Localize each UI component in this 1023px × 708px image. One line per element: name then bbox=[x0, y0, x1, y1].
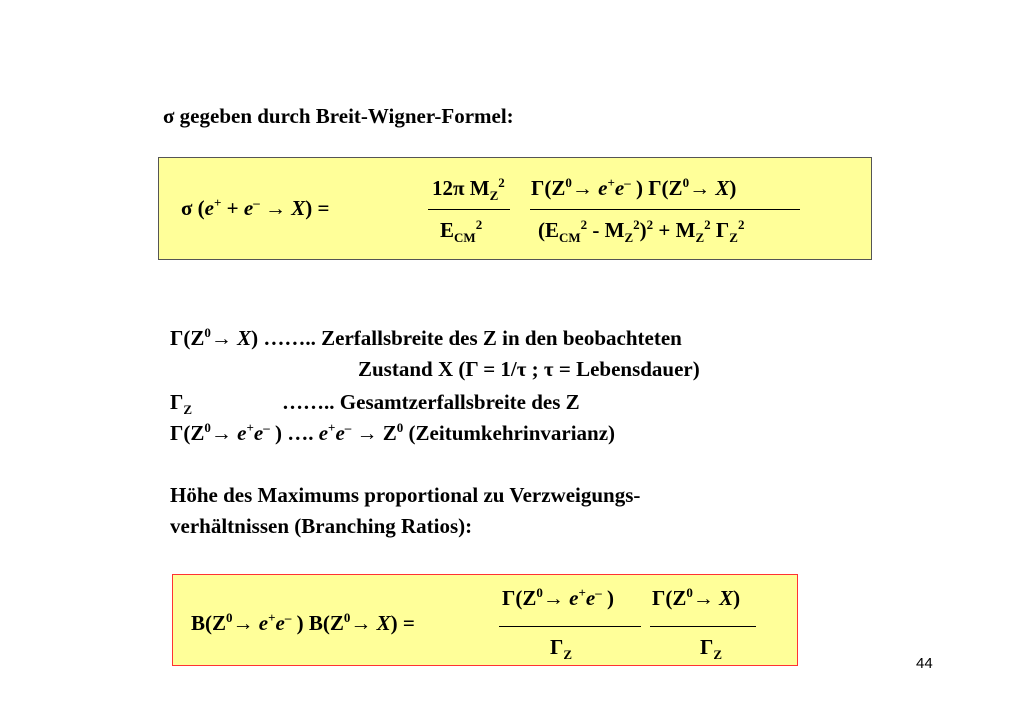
paragraph-line-1: Höhe des Maximums proportional zu Verzweigungs- bbox=[170, 483, 641, 507]
fraction1-numerator: 12π $M_Z^2$ bbox=[432, 175, 505, 203]
definition-partial-width: $\Gamma(Z^0\to X)$ …….. Zerfallsbreite des Z in den beobachteten bbox=[170, 325, 682, 350]
fraction2-bar bbox=[530, 209, 800, 210]
branching-fraction2-bar bbox=[650, 626, 756, 627]
branching-ratio-lhs: $B(Z^0\to e^+e^-$ ) $B(Z^0\to X)$ = bbox=[191, 610, 415, 635]
fraction2-numerator: $\Gamma(Z^0\to e^+e^-$ ) $\Gamma(Z^0\to X)$ bbox=[531, 175, 737, 200]
paragraph-line-2: verhältnissen (Branching Ratios): bbox=[170, 514, 473, 538]
branching-fraction1-denominator: $\Gamma_Z$ bbox=[550, 635, 573, 662]
fraction1-bar bbox=[428, 209, 510, 210]
branching-fraction2-denominator: $\Gamma_Z$ bbox=[700, 635, 723, 662]
branching-fraction1-bar bbox=[499, 626, 641, 627]
page-number: 44 bbox=[916, 655, 933, 672]
definition-total-width: $\Gamma_Z$ …….. Gesamtzerfallsbreite des Z bbox=[170, 390, 580, 417]
page-title: σ gegeben durch Breit-Wigner-Formel: bbox=[163, 104, 514, 128]
fraction1-denominator: $E_{CM}^2$ bbox=[440, 217, 483, 245]
cross-section-lhs: σ (e+ + e– → X) = bbox=[181, 195, 330, 220]
definition-partial-width-cont: Zustand X (Γ = 1/τ ; τ = Lebensdauer) bbox=[358, 357, 700, 381]
fraction2-denominator: $(E_{CM}^2 - M_Z^2)^2 + M_Z^2$ $\Gamma_Z^2$ bbox=[538, 217, 745, 245]
branching-fraction2-numerator: $\Gamma(Z^0\to X)$ bbox=[652, 585, 741, 610]
branching-fraction1-numerator: $\Gamma(Z^0\to e^+e^-$ ) bbox=[502, 585, 614, 610]
definition-time-reversal: $\Gamma(Z^0\to e^+e^-$ ) …. $e^+e^- \to Z^0$ (Zeitumkehrinvarianz) bbox=[170, 420, 616, 445]
